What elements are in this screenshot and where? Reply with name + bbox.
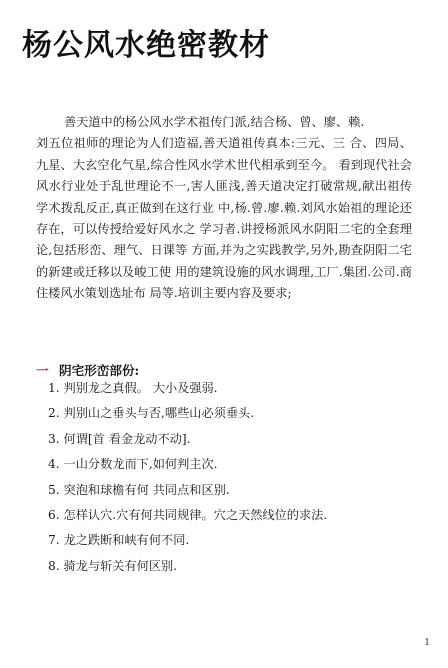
list-item: 1. 判别龙之真假。 大小及强弱. xyxy=(48,381,218,395)
document-title: 杨公风水绝密教材 xyxy=(22,28,270,63)
list-item: 3. 何谓[首 看金龙动不动]. xyxy=(48,431,191,446)
topic-list xyxy=(48,376,327,579)
list-item: 2. 判别山之垂头与否,哪些山必须垂头. xyxy=(48,406,255,421)
section-title: 阴宅形峦部份: xyxy=(58,363,140,378)
intro-body-text: 刘五位祖师的理论为人们造福,善天道祖传真本:三元、三 合、四局、九星、大玄空化气星,综合性风水学术世代相承到至今。 看到现代社会风水行业处于乱世理论不一,害人匪浅,善天道决定打破常规,献出祖传学术拨乱反正,真正做到在这行业 中,杨.曾.廖.赖.刘风水始祖的理论还存在，可以传授给爱好风水之 学习者.讲授杨派风水阴阳二宅的全套理论,包括形峦、理气、日课等 方面,并为之实践教学,另外,勘查阴阳二宅的新建或迁移以及峻工使 用的建筑设施的风水调理,工厂.集团.公司.商住楼风水策划选址布 局等.培训主要内容及要求; xyxy=(36,136,412,301)
list-item: 8. 骑龙与斩关有何区别. xyxy=(48,558,178,573)
intro-paragraph xyxy=(36,112,412,305)
list-item: 6. 怎样认穴.穴有何共同规律。穴之天然线位的求法. xyxy=(48,507,328,522)
section-number: 一 xyxy=(36,363,49,378)
list-item: 5. 突泡和球檐有何 共同点和区别. xyxy=(48,482,230,497)
intro-lead-line: 善天道中的杨公风水学术祖传门派,结合杨、曾、廖、赖. xyxy=(64,115,365,129)
list-item: 4. 一山分数龙而下,如何判主次. xyxy=(48,457,218,472)
list-item: 7. 龙之跌断和峡有何不同. xyxy=(48,533,190,548)
page-number: 1 xyxy=(424,638,430,648)
